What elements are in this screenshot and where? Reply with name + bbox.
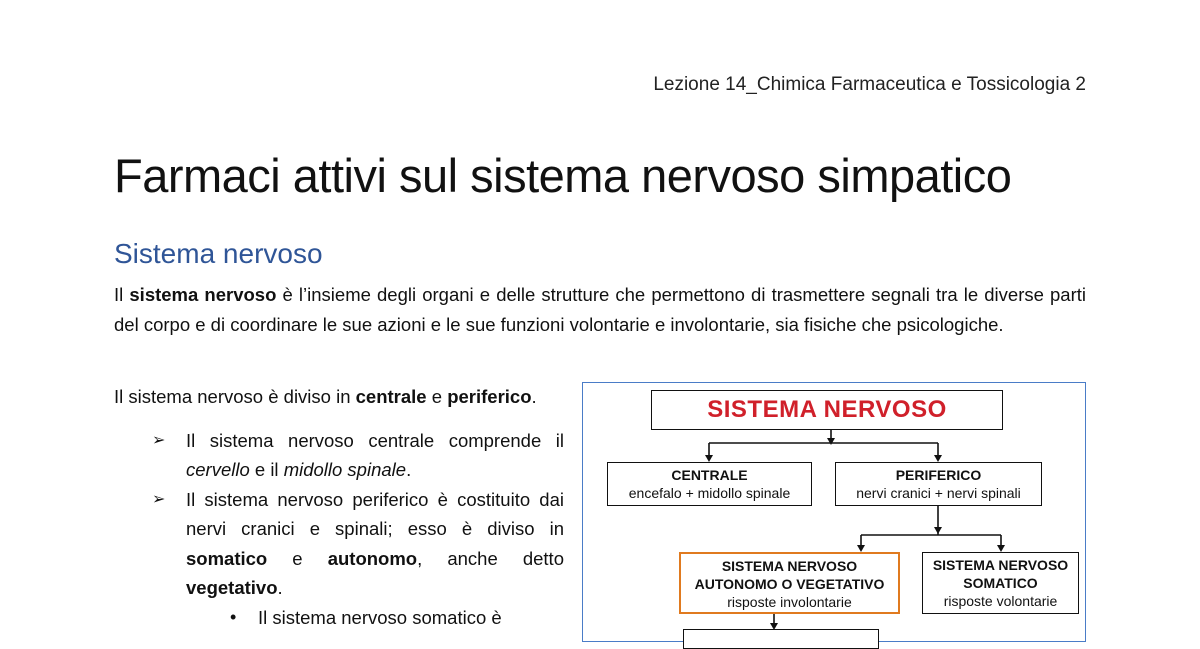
lecture-header: Lezione 14_Chimica Farmaceutica e Tossicologia 2 [653,74,1086,95]
dot-bullet-icon: • [230,606,237,627]
central-subtitle: encefalo + midollo spinale [628,485,791,501]
somatic-subtitle: risposte volontarie [943,593,1058,609]
diagram-box-central [607,462,812,506]
bullet1-pre: Il sistema nervoso centrale comprende il [186,429,564,451]
diagram-box-root [651,390,1003,430]
sub-bullet-list [186,603,564,633]
division-post: . [531,386,537,407]
division-mid: e [426,386,448,407]
arrow-bullet-icon: ➢ [152,490,166,508]
bullet2-somatico: somatico [186,547,268,569]
division-peripheral: periferico [447,386,532,407]
bullet1-post: . [406,459,412,480]
somatic-title-1: SISTEMA NERVOSO [932,557,1069,573]
arrow-bullet-icon: ➢ [152,431,166,449]
central-title: CENTRALE [671,467,748,483]
division-pre: Il sistema nervoso è diviso in [114,386,356,407]
division-sentence [114,382,564,412]
peripheral-title: PERIFERICO [895,467,982,483]
bullet1-midollo: midollo spinale [283,459,407,480]
diagram-box-autonomic [679,552,900,614]
bullet1-mid: e il [249,459,284,480]
bullet2-mid2: , anche detto [417,547,564,569]
autonomic-title-2: AUTONOMO O VEGETATIVO [694,576,885,592]
diagram-box-peripheral [835,462,1042,506]
sub1-text: Il sistema nervoso somatico è [258,606,502,628]
bullet-item-peripheral [114,485,564,633]
bullet2-autonomo: autonomo [327,547,418,569]
nervous-system-diagram [582,382,1086,642]
division-central: centrale [355,386,427,407]
autonomic-title-1: SISTEMA NERVOSO [721,558,858,574]
root-label: SISTEMA NERVOSO [707,396,947,423]
bullet-item-central [114,426,564,485]
section-heading: Sistema nervoso [114,238,323,269]
intro-paragraph [114,280,1086,339]
intro-post: è l’insieme degli organi e delle strutture che permettono di trasmettere segnali tra le diverse parti del corpo e di coordinare le sue azioni e le sue funzioni volontarie e involontarie, sia fisiche che psicologiche. [114,284,1087,335]
bullet2-pre: Il sistema nervoso periferico è costituito dai nervi cranici e spinali; esso è diviso in [186,488,564,539]
bullet2-mid1: e [267,547,328,569]
intro-pre: Il [114,284,130,305]
bullet2-post: . [277,577,283,598]
page-title: Farmaci attivi sul sistema nervoso simpatico [114,149,1012,202]
sub-bullet-somatic [186,603,564,633]
diagram-box-cutoff [683,629,879,649]
bullet2-vegetativo: vegetativo [186,577,278,598]
somatic-title-2: SOMATICO [963,575,1038,591]
left-column [114,382,564,632]
autonomic-subtitle: risposte involontarie [727,594,852,610]
bullet-list [114,426,564,633]
peripheral-subtitle: nervi cranici + nervi spinali [856,485,1021,501]
intro-bold: sistema nervoso [129,284,277,305]
diagram-box-somatic [922,552,1079,614]
bullet1-cervello: cervello [186,459,250,480]
